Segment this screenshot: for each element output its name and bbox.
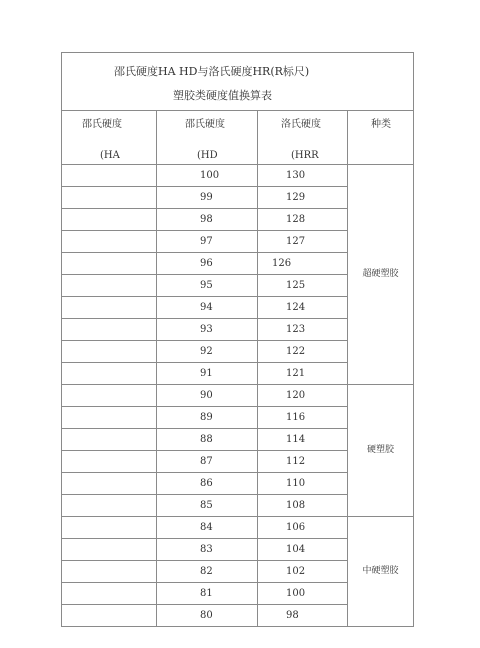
header-hd-unit: (HD	[197, 150, 218, 161]
header-hd	[157, 111, 258, 165]
header-hr-unit: (HRR	[291, 150, 319, 161]
header-ha-label: 邵氏硬度	[82, 119, 122, 130]
table-subtitle: 塑胶类硬度值换算表	[173, 89, 272, 102]
cell-hr: 127	[258, 231, 348, 253]
cell-hr: 130	[258, 165, 348, 187]
cell-hr: 102	[258, 561, 348, 583]
cell-hd: 82	[157, 561, 258, 583]
cell-hr: 112	[258, 451, 348, 473]
cell-ha	[62, 539, 157, 561]
cell-hd: 87	[157, 451, 258, 473]
cell-ha	[62, 583, 157, 605]
header-hd-label: 邵氏硬度	[185, 119, 225, 130]
cell-hr: 120	[258, 385, 348, 407]
hardness-conversion-table	[61, 52, 414, 627]
header-ha	[62, 111, 157, 165]
cell-ha	[62, 187, 157, 209]
cell-ha	[62, 407, 157, 429]
cell-hr: 114	[258, 429, 348, 451]
cell-hd: 100	[157, 165, 258, 187]
cell-ha	[62, 473, 157, 495]
header-hr-label: 洛氏硬度	[281, 119, 321, 130]
cell-hr: 129	[258, 187, 348, 209]
cell-hd: 85	[157, 495, 258, 517]
cell-hr: 100	[258, 583, 348, 605]
cell-kind: 超硬塑胶	[348, 165, 414, 385]
cell-hd: 86	[157, 473, 258, 495]
cell-hd: 88	[157, 429, 258, 451]
cell-hr: 110	[258, 473, 348, 495]
cell-ha	[62, 275, 157, 297]
cell-hr: 126	[258, 253, 348, 275]
cell-ha	[62, 451, 157, 473]
cell-hd: 95	[157, 275, 258, 297]
cell-ha	[62, 341, 157, 363]
cell-hd: 83	[157, 539, 258, 561]
cell-kind: 中硬塑胶	[348, 517, 414, 627]
cell-hr: 106	[258, 517, 348, 539]
cell-kind: 硬塑胶	[348, 385, 414, 517]
cell-hd: 90	[157, 385, 258, 407]
cell-ha	[62, 561, 157, 583]
cell-ha	[62, 517, 157, 539]
cell-hd: 96	[157, 253, 258, 275]
cell-ha	[62, 319, 157, 341]
header-ha-unit: (HA	[100, 150, 120, 161]
table-title-cell	[62, 53, 414, 111]
header-row	[62, 111, 414, 165]
cell-hr: 124	[258, 297, 348, 319]
cell-ha	[62, 363, 157, 385]
cell-hd: 99	[157, 187, 258, 209]
table-row	[62, 165, 414, 187]
cell-hr: 116	[258, 407, 348, 429]
cell-ha	[62, 165, 157, 187]
cell-hd: 94	[157, 297, 258, 319]
cell-hd: 84	[157, 517, 258, 539]
cell-ha	[62, 605, 157, 627]
cell-ha	[62, 253, 157, 275]
cell-hr: 108	[258, 495, 348, 517]
cell-hr: 123	[258, 319, 348, 341]
cell-ha	[62, 429, 157, 451]
header-kind-label: 种类	[371, 119, 391, 130]
header-hr	[258, 111, 348, 165]
cell-hr: 98	[258, 605, 348, 627]
cell-hr: 104	[258, 539, 348, 561]
cell-ha	[62, 385, 157, 407]
header-kind	[348, 111, 414, 165]
table-row	[62, 517, 414, 539]
cell-hd: 81	[157, 583, 258, 605]
table-title: 邵氏硬度HA HD与洛氏硬度HR(R标尺)	[114, 65, 310, 78]
cell-hr: 122	[258, 341, 348, 363]
cell-hd: 92	[157, 341, 258, 363]
cell-hd: 93	[157, 319, 258, 341]
cell-hd: 91	[157, 363, 258, 385]
cell-hd: 80	[157, 605, 258, 627]
cell-hr: 125	[258, 275, 348, 297]
cell-hr: 128	[258, 209, 348, 231]
cell-hr: 121	[258, 363, 348, 385]
conversion-sheet	[61, 52, 413, 627]
cell-ha	[62, 495, 157, 517]
table-row	[62, 385, 414, 407]
cell-ha	[62, 231, 157, 253]
cell-hd: 98	[157, 209, 258, 231]
cell-hd: 97	[157, 231, 258, 253]
cell-hd: 89	[157, 407, 258, 429]
cell-ha	[62, 209, 157, 231]
cell-ha	[62, 297, 157, 319]
